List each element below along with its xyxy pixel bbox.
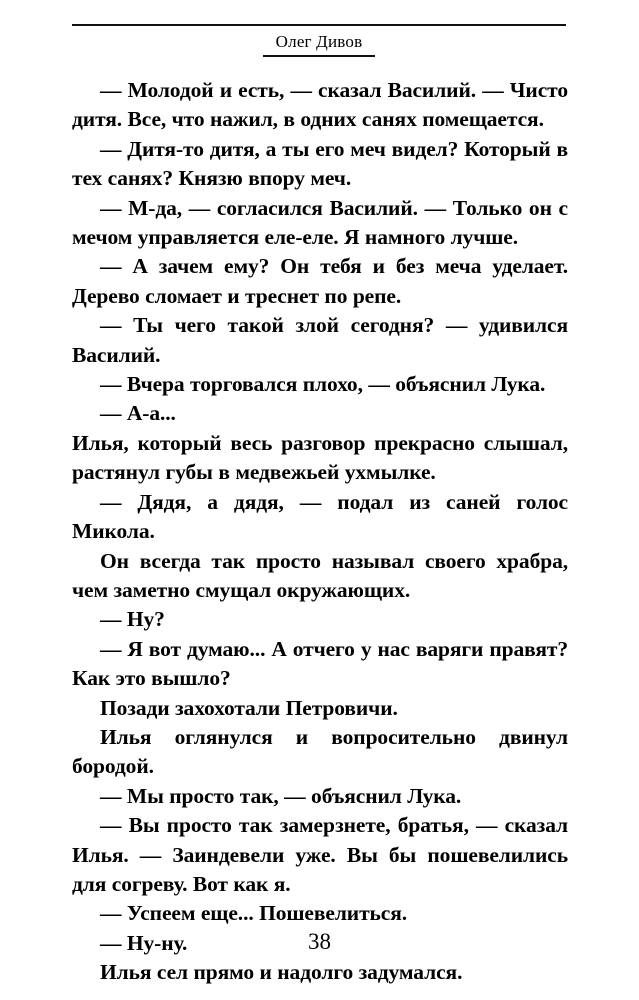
body-paragraph: — Дядя, а дядя, — подал из саней голос Микола. <box>72 489 568 544</box>
body-paragraph: Илья, который весь разговор прекрасно слышал, растянул губы в медвежьей ухмылке. <box>72 430 568 485</box>
running-head-title: Олег Дивов <box>275 32 363 51</box>
body-paragraph: — М-да, — согласился Василий. — Только он с мечом управляется еле-еле. Я намного лучше. <box>72 195 568 250</box>
body-paragraph: — Я вот думаю... А отчего у нас варяги правят? Как это вышло? <box>72 636 568 691</box>
running-head-rule-bottom <box>263 55 375 57</box>
body-paragraph: — Молодой и есть, — сказал Василий. — Чисто дитя. Все, что нажил, в одних санях помещается. <box>72 78 568 132</box>
page-number: 38 <box>308 929 331 954</box>
body-paragraph: — Ты чего такой злой сегодня? — удивился Василий. <box>72 313 568 367</box>
body-paragraph: — Дитя-то дитя, а ты его меч видел? Который в тех санях? Князю впору меч. <box>72 136 568 191</box>
body-paragraph: Илья оглянулся и вопросительно двинул бородой. <box>72 724 568 779</box>
running-head <box>72 24 566 57</box>
body-paragraph: — Ну-ну. <box>100 930 188 955</box>
body-paragraph: Он всегда так просто называл своего храбра, чем заметно смущал окружающих. <box>72 548 568 602</box>
running-head-title-wrap <box>72 32 566 52</box>
body-paragraph: Илья сел прямо и надолго задумался. <box>100 960 463 985</box>
running-head-rule-top <box>72 24 566 26</box>
body-paragraph: — Вы просто так замерзнете, братья, — сказал Илья. — Заиндевели уже. Вы бы пошевелились для согреву. Вот как я. <box>72 813 568 896</box>
body-paragraph: — Вчера торговался плохо, — объяснил Лука. <box>100 372 546 397</box>
body-paragraph: — Успеем еще... Пошевелиться. <box>100 901 408 926</box>
body-paragraph: — А зачем ему? Он тебя и без меча уделает. Дерево сломает и треснет по репе. <box>72 254 568 308</box>
body-paragraph: Позади захохотали Петровичи. <box>100 695 398 720</box>
body-text-block <box>72 76 568 988</box>
body-paragraph: — Ну? <box>100 607 165 632</box>
body-paragraph: — Мы просто так, — объяснил Лука. <box>100 783 462 808</box>
body-paragraph: — А-а... <box>100 401 176 426</box>
